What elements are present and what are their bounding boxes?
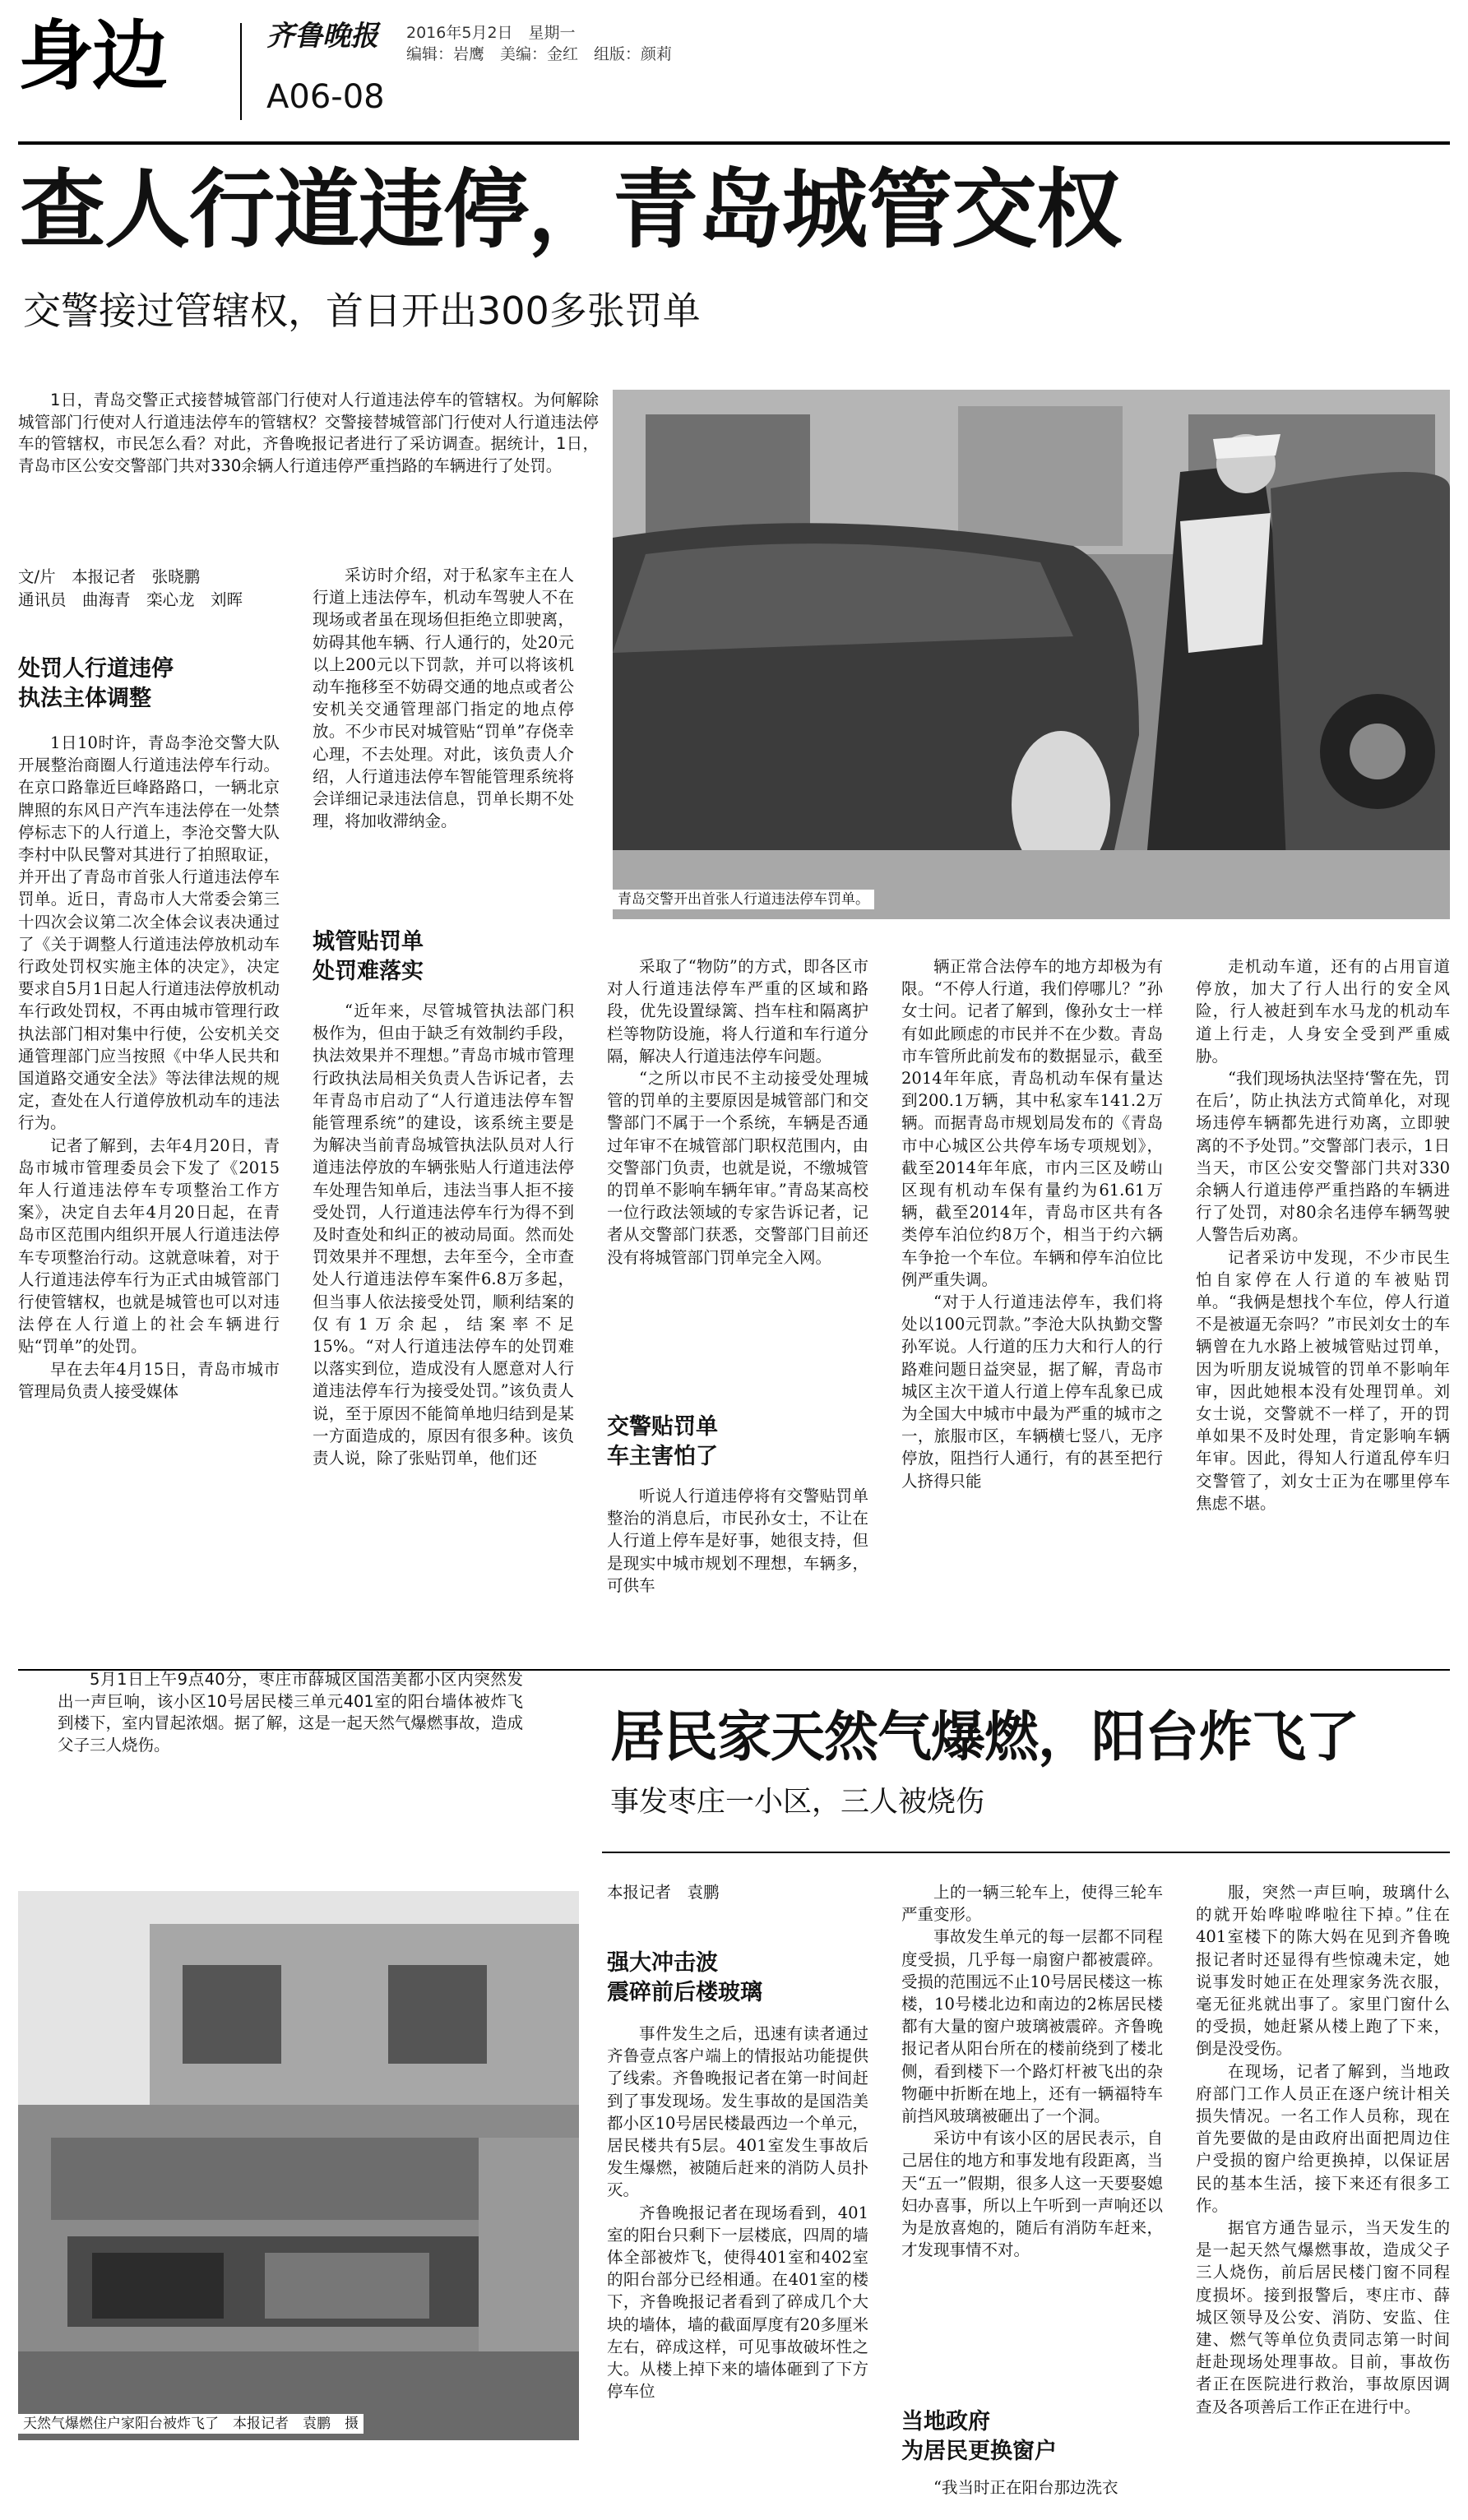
story2-paragraph: 据官方通告显示，当天发生的是一起天然气爆燃事故，造成父子三人烧伤，前后居民楼门窗不同程度损坏。接到报警后，枣庄市、薛城区领导及公安、消防、安监、住建、燃气等单位负责同志第一时间赶赴现场处理事故。目前，事故伤者正在医院进行救治，事故原因调查及各项善后工作正在进行中。 xyxy=(1196,2218,1450,2416)
story1-column-5 xyxy=(1196,955,1450,1653)
story2-byline: 本报记者 袁鹏 xyxy=(607,1883,720,1902)
story1-column-4 xyxy=(901,955,1163,1653)
story1-paragraph: 采访时介绍，对于私家车主在人行道上违法停车，机动车驾驶人不在现场或者虽在现场但拒绝立即驶离，妨碍其他车辆、行人通行的，处20元以上200元以下罚款，并可以将该机动车拖移至不妨碍交通的地点或者公安机关交通管理部门指定的地点停放。不少市民对城管贴“罚单”存侥幸心理，不去处理。对此，该负责人介绍，人行道违法停车智能管理系统将会详细记录违法信息，罚单长期不处理，将加收滞纳金。 xyxy=(313,566,574,831)
newspaper-logo: 齐鲁晚报 xyxy=(266,20,378,53)
story2-subhead-a-line2: 震碎前后楼玻璃 xyxy=(607,1980,762,2005)
damaged-building-photo xyxy=(18,1891,579,2440)
story2-paragraph: 采访中有该小区的居民表示，自己居住的地方和事发地有段距离，当天“五一”假期，很多人这一天要娶媳妇办喜事，所以上午听到一声响还以为是放喜炮的，随后有消防车赶来，才发现事情不对。 xyxy=(901,2129,1163,2260)
story2-header-rule xyxy=(602,1852,1450,1853)
story1-paragraph: “之所以市民不主动接受处理城管的罚单的主要原因是城管部门和交警部门不属于一个系统，车辆是否通过年审不在城管部门职权范围内，由交警部门负责，也就是说，不缴城管的罚单不影响车辆年审。”青岛某高校一位行政法领域的专家告诉记者，记者从交警部门获悉，交警部门目前还没有将城管部门罚单完全入网。 xyxy=(607,1069,868,1267)
story1-photo xyxy=(613,390,1450,919)
page-number: A06-08 xyxy=(266,78,385,116)
story1-headline: 查人行道违停，青岛城管交权 xyxy=(20,160,1122,260)
story2-column-2-tail xyxy=(901,2476,1163,2509)
story1-column-2-bottom xyxy=(313,1000,574,1653)
story2-paragraph: 事故发生单元的每一层都不同程度受损，几乎每一扇窗户都被震碎。受损的范围远不止10号居民楼这一栋楼，10号楼北边和南边的2栋居民楼都有大量的窗户玻璃被震碎。齐鲁晚报记者从阳台所在的楼前绕到了楼北侧，看到楼下一个路灯杆被飞出的杂物砸中折断在地上，还有一辆福特车前挡风玻璃被砸出了一个洞。 xyxy=(901,1927,1163,2126)
story1-paragraph: 采取了“物防”的方式，即各区市对人行道违法停车严重的区域和路段，优先设置绿篱、挡车柱和隔离护栏等物防设施，将人行道和车行道分隔，解决人行道违法停车问题。 xyxy=(607,957,868,1066)
masthead-rule xyxy=(18,141,1450,145)
story1-paragraph: 记者了解到，去年4月20日，青岛市城市管理委员会下发了《2015年人行道违法停车专项整治工作方案》，决定自去年4月20日起，在青岛市区范围内组织开展人行道违法停车专项整治行动。这就意味着，对于人行道违法停车行为正式由城管部门行使管辖权，也就是城管也可以对违法停在人行道上的社会车辆进行贴“罚单”的处罚。 xyxy=(18,1135,280,1357)
story1-subhead-a-line2: 执法主体调整 xyxy=(18,686,151,711)
story1-lead-text: 1日，青岛交警正式接替城管部门行使对人行道违法停车的管辖权。为何解除城管部门行使对人行道违法停车的管辖权？交警接替城管部门行使对人行道违法停车的管辖权，市民怎么看？对此，齐鲁晚报记者进行了采访调查。据统计，1日，青岛市区公安交警部门共对330余辆人行道违停严重挡路的车辆进行了处罚。 xyxy=(18,391,599,475)
story2-photo-caption: 天然气爆燃住户家阳台被炸飞了 本报记者 袁鹏 摄 xyxy=(18,2414,364,2434)
story1-paragraph: “我们现场执法坚持‘警在先，罚在后’，防止执法方式简单化，对现场违停车辆都先进行劝离，立即驶离的不予处罚。”交警部门表示，1日当天，市区公安交警部门共对330余辆人行道违停严重挡路的车辆进行了处罚，对80余名违停车辆驾驶人警告后劝离。 xyxy=(1196,1069,1450,1245)
story2-subhead-b-line2: 为居民更换窗户 xyxy=(901,2439,1057,2464)
story1-paragraph: “对于人行道违法停车，我们将处以100元罚款。”李沧大队执勤交警孙军说。人行道的压力大和行人的行路难问题日益突显，据了解，青岛市城区主次干道人行道上停车乱象已成为全国大中城市中最为严重的城市之一，旅服市区，车辆横七竖八，无序停放，阻挡行人通行，有的甚至把行人挤得只能 xyxy=(901,1292,1163,1491)
story1-paragraph: 早在去年4月15日，青岛市城市管理局负责人接受媒体 xyxy=(18,1359,280,1401)
story1-column-1 xyxy=(18,732,280,1653)
story2-subhead-b-line1: 当地政府 xyxy=(901,2409,990,2434)
story2-subhead: 事发枣庄一小区，三人被烧伤 xyxy=(610,1786,985,1819)
story1-paragraph: “近年来，尽管城管执法部门积极作为，但由于缺乏有效制约手段，执法效果并不理想。”青岛市城市管理行政执法局相关负责人告诉记者，去年青岛市启动了“人行道违法停车智能管理系统”的建设，该系统主要是为解决当前青岛城管执法队员对人行道违法停放的车辆张贴人行道违法停车处理告知单后，违法当事人拒不接受处罚，人行道违法停车行为得不到及时查处和纠正的被动局面。然而处罚效果并不理想，去年至今，全市查处人行道违法停车案件6.8万多起，但当事人依法接受处罚，顺利结案的仅有1万余起，结案率不足15%。“对人行道违法停车的处罚难以落实到位，造成没有人愿意对人行道违法停车行为接受处罚。”该负责人说，至于原因不能简单地归结到是某一方面造成的，原因有很多种。该负责人说，除了张贴罚单，他们还 xyxy=(313,1001,574,1468)
story2-column-2 xyxy=(901,1881,1163,2401)
story2-lead xyxy=(58,1669,523,1756)
story2-headline: 居民家天然气爆燃，阳台炸飞了 xyxy=(610,1705,1359,1769)
story2-paragraph: 齐鲁晚报记者在现场看到，401室的阳台只剩下一层楼底，四周的墙体全部被炸飞，使得401室和402室的阳台部分已经相通。在401室的楼下，齐鲁晚报记者看到了碎成几个大块的墙体，墙的截面厚度有20多厘米左右，碎成这样，可见事故破坏性之大。从楼上掉下来的墙体砸到了下方停车位 xyxy=(607,2203,868,2402)
story1-paragraph: 1日10时许，青岛李沧交警大队开展整治商圈人行道违法停车行动。在京口路靠近巨峰路路口，一辆北京牌照的东风日产汽车违法停在一处禁停标志下的人行道上，李沧交警大队李村中队民警对其进行了拍照取证，并开出了青岛市首张人行道违法停车罚单。近日，青岛市人大常委会第三十四次会议第二次全体会议表决通过了《关于调整人行道违法停放机动车行政处罚权实施主体的决定》，决定要求自5月1日起人行道违法停放机动车行政处罚权，不再由城市管理行政执法部门相对集中行使，公安机关交通管理部门应当按照《中华人民共和国道路交通安全法》等法律法规的规定，查处在人行道停放机动车的违法行为。 xyxy=(18,733,280,1133)
traffic-officer-photo xyxy=(613,390,1450,919)
story1-lead xyxy=(18,390,599,477)
story1-byline: 文/片 本报记者 张晓鹏 xyxy=(18,567,201,586)
story2-paragraph: 上的一辆三轮车上，使得三轮车严重变形。 xyxy=(901,1883,1163,1925)
story2-subhead-a-line1: 强大冲击波 xyxy=(607,1950,718,1976)
story1-paragraph: 听说人行道违停将有交警贴罚单整治的消息后，市民孙女士，不让在人行道上停车是好事，她很支持，但是现实中城市规划不理想，车辆多，可供车 xyxy=(607,1487,868,1595)
story2-lead-text: 5月1日上午9点40分，枣庄市薛城区国浩美都小区内突然发出一声巨响，该小区10号居民楼三单元401室的阳台墙体被炸飞到楼下，室内冒起浓烟。据了解，这是一起天然气爆燃事故，造成父子三人烧伤。 xyxy=(58,1670,523,1755)
story2-column-3 xyxy=(1196,1881,1450,2508)
story1-subhead: 交警接过管辖权，首日开出300多张罚单 xyxy=(23,289,701,333)
story2-column-1 xyxy=(607,2023,868,2508)
story1-paragraph: 走机动车道，还有的占用盲道停放，加大了行人出行的安全风险，行人被赶到车水马龙的机动车道上行走，人身安全受到严重威胁。 xyxy=(1196,957,1450,1066)
story1-paragraph: 记者采访中发现，不少市民生怕自家停在人行道的车被贴罚单。“我俩是想找个车位，停人行道不是被逼无奈吗？”市民刘女士的车辆曾在九水路上被城管贴过罚单，因为听朋友说城管的罚单不影响年审，因此她根本没有处理罚单。刘女士说，交警就不一样了，开的罚单如果不及时处理，肯定影响车辆年审。因此，得知人行道乱停车归交警管了，刘女士正为在哪里停车焦虑不堪。 xyxy=(1196,1247,1450,1513)
story1-byline-correspondents: 通讯员 曲海青 栾心龙 刘晖 xyxy=(18,590,243,609)
story1-column-3-bottom xyxy=(607,1485,868,1653)
date-line: 2016年5月2日 星期一 xyxy=(406,24,576,42)
story1-paragraph: 辆正常合法停车的地方却极为有限。“不停人行道，我们停哪儿？”孙女士问。记者了解到，像孙女士一样有如此顾虑的市民并不在少数。青岛市车管所此前发布的数据显示，截至2014年年底，青岛机动车保有量达到200.1万辆，其中私家车141.2万辆。而据青岛市规划局发布的《青岛市中心城区公共停车场专项规划》，截至2014年年底，市内三区及崂山区现有机动车保有量约为61.61万辆，截至2014年，青岛市区共有各类停车泊位约8万个，相当于约六辆车争抢一个车位。车辆和停车泊位比例严重失调。 xyxy=(901,957,1163,1289)
story1-subhead-b-line2: 处罚难落实 xyxy=(313,959,424,984)
story1-column-2-top xyxy=(313,564,574,918)
story1-column-3-top xyxy=(607,955,868,1350)
story2-photo xyxy=(18,1891,579,2440)
story1-photo-caption: 青岛交警开出首张人行道违法停车罚单。 xyxy=(613,890,874,909)
section-title: 身边 xyxy=(18,12,167,100)
story1-subhead-c-line2: 车主害怕了 xyxy=(607,1444,718,1469)
story2-paragraph: 在现场，记者了解到，当地政府部门工作人员正在逐户统计相关损失情况。一名工作人员称，现在首先要做的是由政府出面把周边住户受损的窗户给更换掉，以保证居民的基本生活，接下来还有很多工作。 xyxy=(1196,2061,1450,2215)
story1-subhead-a-line1: 处罚人行道违停 xyxy=(18,656,174,682)
story1-subhead-c-line1: 交警贴罚单 xyxy=(607,1414,718,1440)
story2-paragraph: “我当时正在阳台那边洗衣 xyxy=(933,2478,1118,2497)
story2-paragraph: 事件发生之后，迅速有读者通过齐鲁壹点客户端上的情报站功能提供了线索。齐鲁晚报记者在第一时间赶到了事发现场。发生事故的是国浩美都小区10号居民楼最西边一个单元，居民楼共有5层。401室发生事故后发生爆燃，被随后赶来的消防人员扑灭。 xyxy=(607,2024,868,2200)
story2-paragraph: 服，突然一声巨响，玻璃什么的就开始哗啦哗啦往下掉。”住在401室楼下的陈大妈在见到齐鲁晚报记者时还显得有些惊魂未定，她说事发时她正在处理家务洗衣服，毫无征兆就出事了。家里门窗什么的受损，她赶紧从楼上跑了下来，倒是没受伤。 xyxy=(1196,1883,1450,2059)
masthead-divider xyxy=(240,23,242,120)
staff-line: 编辑：岩鹰 美编：金红 组版：颜莉 xyxy=(406,45,673,63)
story1-subhead-b-line1: 城管贴罚单 xyxy=(313,929,424,955)
